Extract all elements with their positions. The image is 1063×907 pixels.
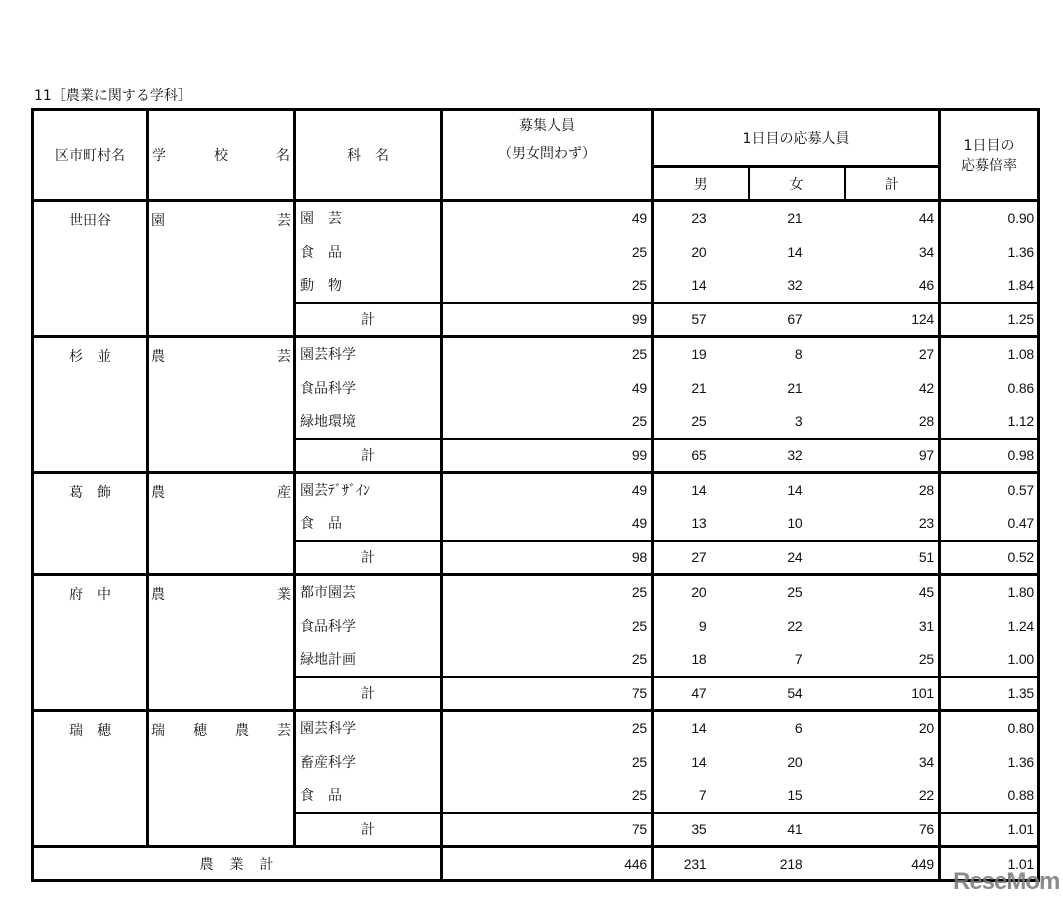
school-name-char: 芸 xyxy=(277,723,291,739)
male-cell: 23 xyxy=(691,210,707,227)
capacity-cell: 25 xyxy=(442,779,653,813)
header-school-char: 学 xyxy=(152,148,166,164)
school-name-char: 芸 xyxy=(277,349,291,365)
ratio-cell: 0.86 xyxy=(940,371,1039,405)
male-cell: 19 xyxy=(691,346,707,363)
header-female: 女 xyxy=(749,167,845,201)
subtotal-total: 76 xyxy=(845,813,940,847)
subtotal-female: 54 xyxy=(749,677,845,711)
male-cell: 14 xyxy=(691,753,707,770)
school-name-char: 園 xyxy=(151,213,165,229)
subject-cell: 園芸科学 xyxy=(295,711,442,745)
ratio-cell: 0.47 xyxy=(940,507,1039,541)
school-cell xyxy=(148,473,295,575)
subject-cell: 食 品 xyxy=(295,507,442,541)
capacity-cell: 25 xyxy=(442,575,653,609)
table-row xyxy=(33,201,1039,235)
subject-cell: 畜産科学 xyxy=(295,745,442,779)
female-cell: 32 xyxy=(787,277,803,293)
subtotal-capacity: 98 xyxy=(442,541,653,575)
school-cell xyxy=(148,711,295,847)
school-name-char: 穂 xyxy=(193,723,207,739)
male-cell: 21 xyxy=(691,379,707,396)
subject-cell: 園芸科学 xyxy=(295,337,442,371)
ratio-cell: 0.90 xyxy=(940,201,1039,235)
grand-total-total: 449 xyxy=(845,847,940,881)
female-cell: 21 xyxy=(787,210,803,227)
school-name-char: 農 xyxy=(151,349,165,365)
subtotal-ratio: 1.25 xyxy=(940,303,1039,337)
subtotal-total: 101 xyxy=(845,677,940,711)
female-cell: 21 xyxy=(787,379,803,396)
ratio-cell: 0.88 xyxy=(940,779,1039,813)
subtotal-male: 35 xyxy=(653,813,749,847)
ratio-cell: 1.84 xyxy=(940,269,1039,303)
table-row xyxy=(33,575,1039,609)
total-cell: 45 xyxy=(845,575,940,609)
subject-cell: 都市園芸 xyxy=(295,575,442,609)
female-cell: 25 xyxy=(787,584,803,601)
district-cell: 杉 並 xyxy=(33,337,148,473)
capacity-cell: 25 xyxy=(442,711,653,745)
ratio-cell: 0.57 xyxy=(940,473,1039,507)
header-subject: 科 名 xyxy=(295,110,442,201)
subtotal-ratio: 1.01 xyxy=(940,813,1039,847)
total-cell: 42 xyxy=(845,371,940,405)
subtotal-label: 計 xyxy=(295,677,442,711)
ratio-cell: 1.00 xyxy=(940,643,1039,677)
district-cell: 葛 飾 xyxy=(33,473,148,575)
school-cell xyxy=(148,575,295,711)
subtotal-label: 計 xyxy=(295,439,442,473)
grand-total-ratio: 1.01 xyxy=(940,847,1039,881)
total-cell: 31 xyxy=(845,609,940,643)
subtotal-ratio: 1.35 xyxy=(940,677,1039,711)
header-school-char: 校 xyxy=(214,148,228,164)
capacity-cell: 25 xyxy=(442,269,653,303)
watermark-logo: ReseMom xyxy=(953,868,1060,895)
subtotal-ratio: 0.98 xyxy=(940,439,1039,473)
female-cell: 10 xyxy=(787,515,803,531)
total-cell: 28 xyxy=(845,405,940,439)
school-name-char: 芸 xyxy=(277,213,291,229)
male-cell: 14 xyxy=(691,482,707,499)
female-cell: 8 xyxy=(794,346,803,363)
header-total: 計 xyxy=(845,167,940,201)
capacity-cell: 49 xyxy=(442,201,653,235)
male-cell: 18 xyxy=(691,651,707,667)
male-cell: 20 xyxy=(691,584,707,601)
applicants-table xyxy=(31,108,1040,882)
subtotal-capacity: 75 xyxy=(442,677,653,711)
school-name-char: 業 xyxy=(277,587,291,603)
capacity-cell: 25 xyxy=(442,745,653,779)
total-cell: 27 xyxy=(845,337,940,371)
male-cell: 9 xyxy=(698,617,707,634)
ratio-cell: 1.80 xyxy=(940,575,1039,609)
subtotal-total: 97 xyxy=(845,439,940,473)
ratio-cell: 1.36 xyxy=(940,745,1039,779)
capacity-cell: 25 xyxy=(442,405,653,439)
ratio-cell: 1.24 xyxy=(940,609,1039,643)
total-cell: 46 xyxy=(845,269,940,303)
subject-cell: 園芸ﾃﾞｻﾞｲﾝ xyxy=(295,473,442,507)
male-cell: 13 xyxy=(691,515,707,531)
table-row xyxy=(33,337,1039,371)
district-cell: 府 中 xyxy=(33,575,148,711)
subtotal-male: 27 xyxy=(653,541,749,575)
subtotal-capacity: 99 xyxy=(442,439,653,473)
subtotal-total: 124 xyxy=(845,303,940,337)
subtotal-label: 計 xyxy=(295,303,442,337)
subject-cell: 食品科学 xyxy=(295,371,442,405)
school-name-char: 産 xyxy=(277,485,291,501)
subtotal-female: 24 xyxy=(749,541,845,575)
male-cell: 14 xyxy=(691,720,707,737)
subject-cell: 食 品 xyxy=(295,235,442,269)
female-cell: 20 xyxy=(787,753,803,770)
table-row xyxy=(33,473,1039,507)
ratio-cell: 1.08 xyxy=(940,337,1039,371)
ratio-cell: 1.12 xyxy=(940,405,1039,439)
capacity-cell: 49 xyxy=(442,507,653,541)
capacity-cell: 25 xyxy=(442,609,653,643)
total-cell: 28 xyxy=(845,473,940,507)
total-cell: 20 xyxy=(845,711,940,745)
grand-total-label: 農 業 計 xyxy=(33,847,442,881)
header-applicants: 1日目の応募人員 xyxy=(653,110,940,167)
school-name-char: 農 xyxy=(151,587,165,603)
grand-total-female: 218 xyxy=(749,847,845,881)
subtotal-label: 計 xyxy=(295,813,442,847)
total-cell: 44 xyxy=(845,201,940,235)
subject-cell: 食 品 xyxy=(295,779,442,813)
male-cell: 20 xyxy=(691,243,707,260)
female-cell: 14 xyxy=(787,482,803,499)
female-cell: 22 xyxy=(787,617,803,634)
total-cell: 22 xyxy=(845,779,940,813)
header-ratio xyxy=(940,110,1039,201)
subtotal-total: 51 xyxy=(845,541,940,575)
subtotal-label: 計 xyxy=(295,541,442,575)
male-cell: 25 xyxy=(691,413,707,429)
subject-cell: 緑地計画 xyxy=(295,643,442,677)
total-cell: 23 xyxy=(845,507,940,541)
subject-cell: 園 芸 xyxy=(295,201,442,235)
subtotal-capacity: 99 xyxy=(442,303,653,337)
subject-cell: 動 物 xyxy=(295,269,442,303)
subtotal-male: 65 xyxy=(653,439,749,473)
school-name-char: 農 xyxy=(235,723,249,739)
male-cell: 14 xyxy=(691,277,707,293)
ratio-cell: 0.80 xyxy=(940,711,1039,745)
ratio-cell: 1.36 xyxy=(940,235,1039,269)
subtotal-female: 32 xyxy=(749,439,845,473)
female-cell: 14 xyxy=(787,243,803,260)
female-cell: 15 xyxy=(787,787,803,803)
header-district: 区市町村名 xyxy=(33,110,148,201)
subject-cell: 緑地環境 xyxy=(295,405,442,439)
subtotal-female: 41 xyxy=(749,813,845,847)
total-cell: 25 xyxy=(845,643,940,677)
capacity-cell: 25 xyxy=(442,235,653,269)
school-name-char: 瑞 xyxy=(151,723,165,739)
capacity-cell: 25 xyxy=(442,643,653,677)
total-cell: 34 xyxy=(845,745,940,779)
subtotal-capacity: 75 xyxy=(442,813,653,847)
header-capacity-line1: 募集人員 xyxy=(519,118,575,134)
grand-total-row xyxy=(33,847,1039,881)
table-title: 11［農業に関する学科］ xyxy=(34,88,192,104)
capacity-cell: 25 xyxy=(442,337,653,371)
school-cell xyxy=(148,201,295,337)
header-school-char: 名 xyxy=(276,148,290,164)
capacity-cell: 49 xyxy=(442,473,653,507)
header-ratio-line1: 1日目の xyxy=(963,138,1015,154)
subtotal-ratio: 0.52 xyxy=(940,541,1039,575)
header-school xyxy=(148,110,295,201)
subtotal-female: 67 xyxy=(749,303,845,337)
grand-total-capacity: 446 xyxy=(442,847,653,881)
subject-cell: 食品科学 xyxy=(295,609,442,643)
capacity-cell: 49 xyxy=(442,371,653,405)
district-cell: 瑞 穂 xyxy=(33,711,148,847)
district-cell: 世田谷 xyxy=(33,201,148,337)
school-name-char: 農 xyxy=(151,485,165,501)
header-capacity xyxy=(442,110,653,201)
total-cell: 34 xyxy=(845,235,940,269)
subtotal-male: 57 xyxy=(653,303,749,337)
female-cell: 3 xyxy=(794,413,803,429)
grand-total-male: 231 xyxy=(653,847,749,881)
table-row xyxy=(33,711,1039,745)
male-cell: 7 xyxy=(698,787,707,803)
header-male: 男 xyxy=(653,167,749,201)
female-cell: 7 xyxy=(794,651,803,667)
school-cell xyxy=(148,337,295,473)
header-capacity-line2: （男女問わず） xyxy=(498,146,596,162)
subtotal-male: 47 xyxy=(653,677,749,711)
header-ratio-line2: 応募倍率 xyxy=(961,158,1017,174)
female-cell: 6 xyxy=(794,720,803,737)
